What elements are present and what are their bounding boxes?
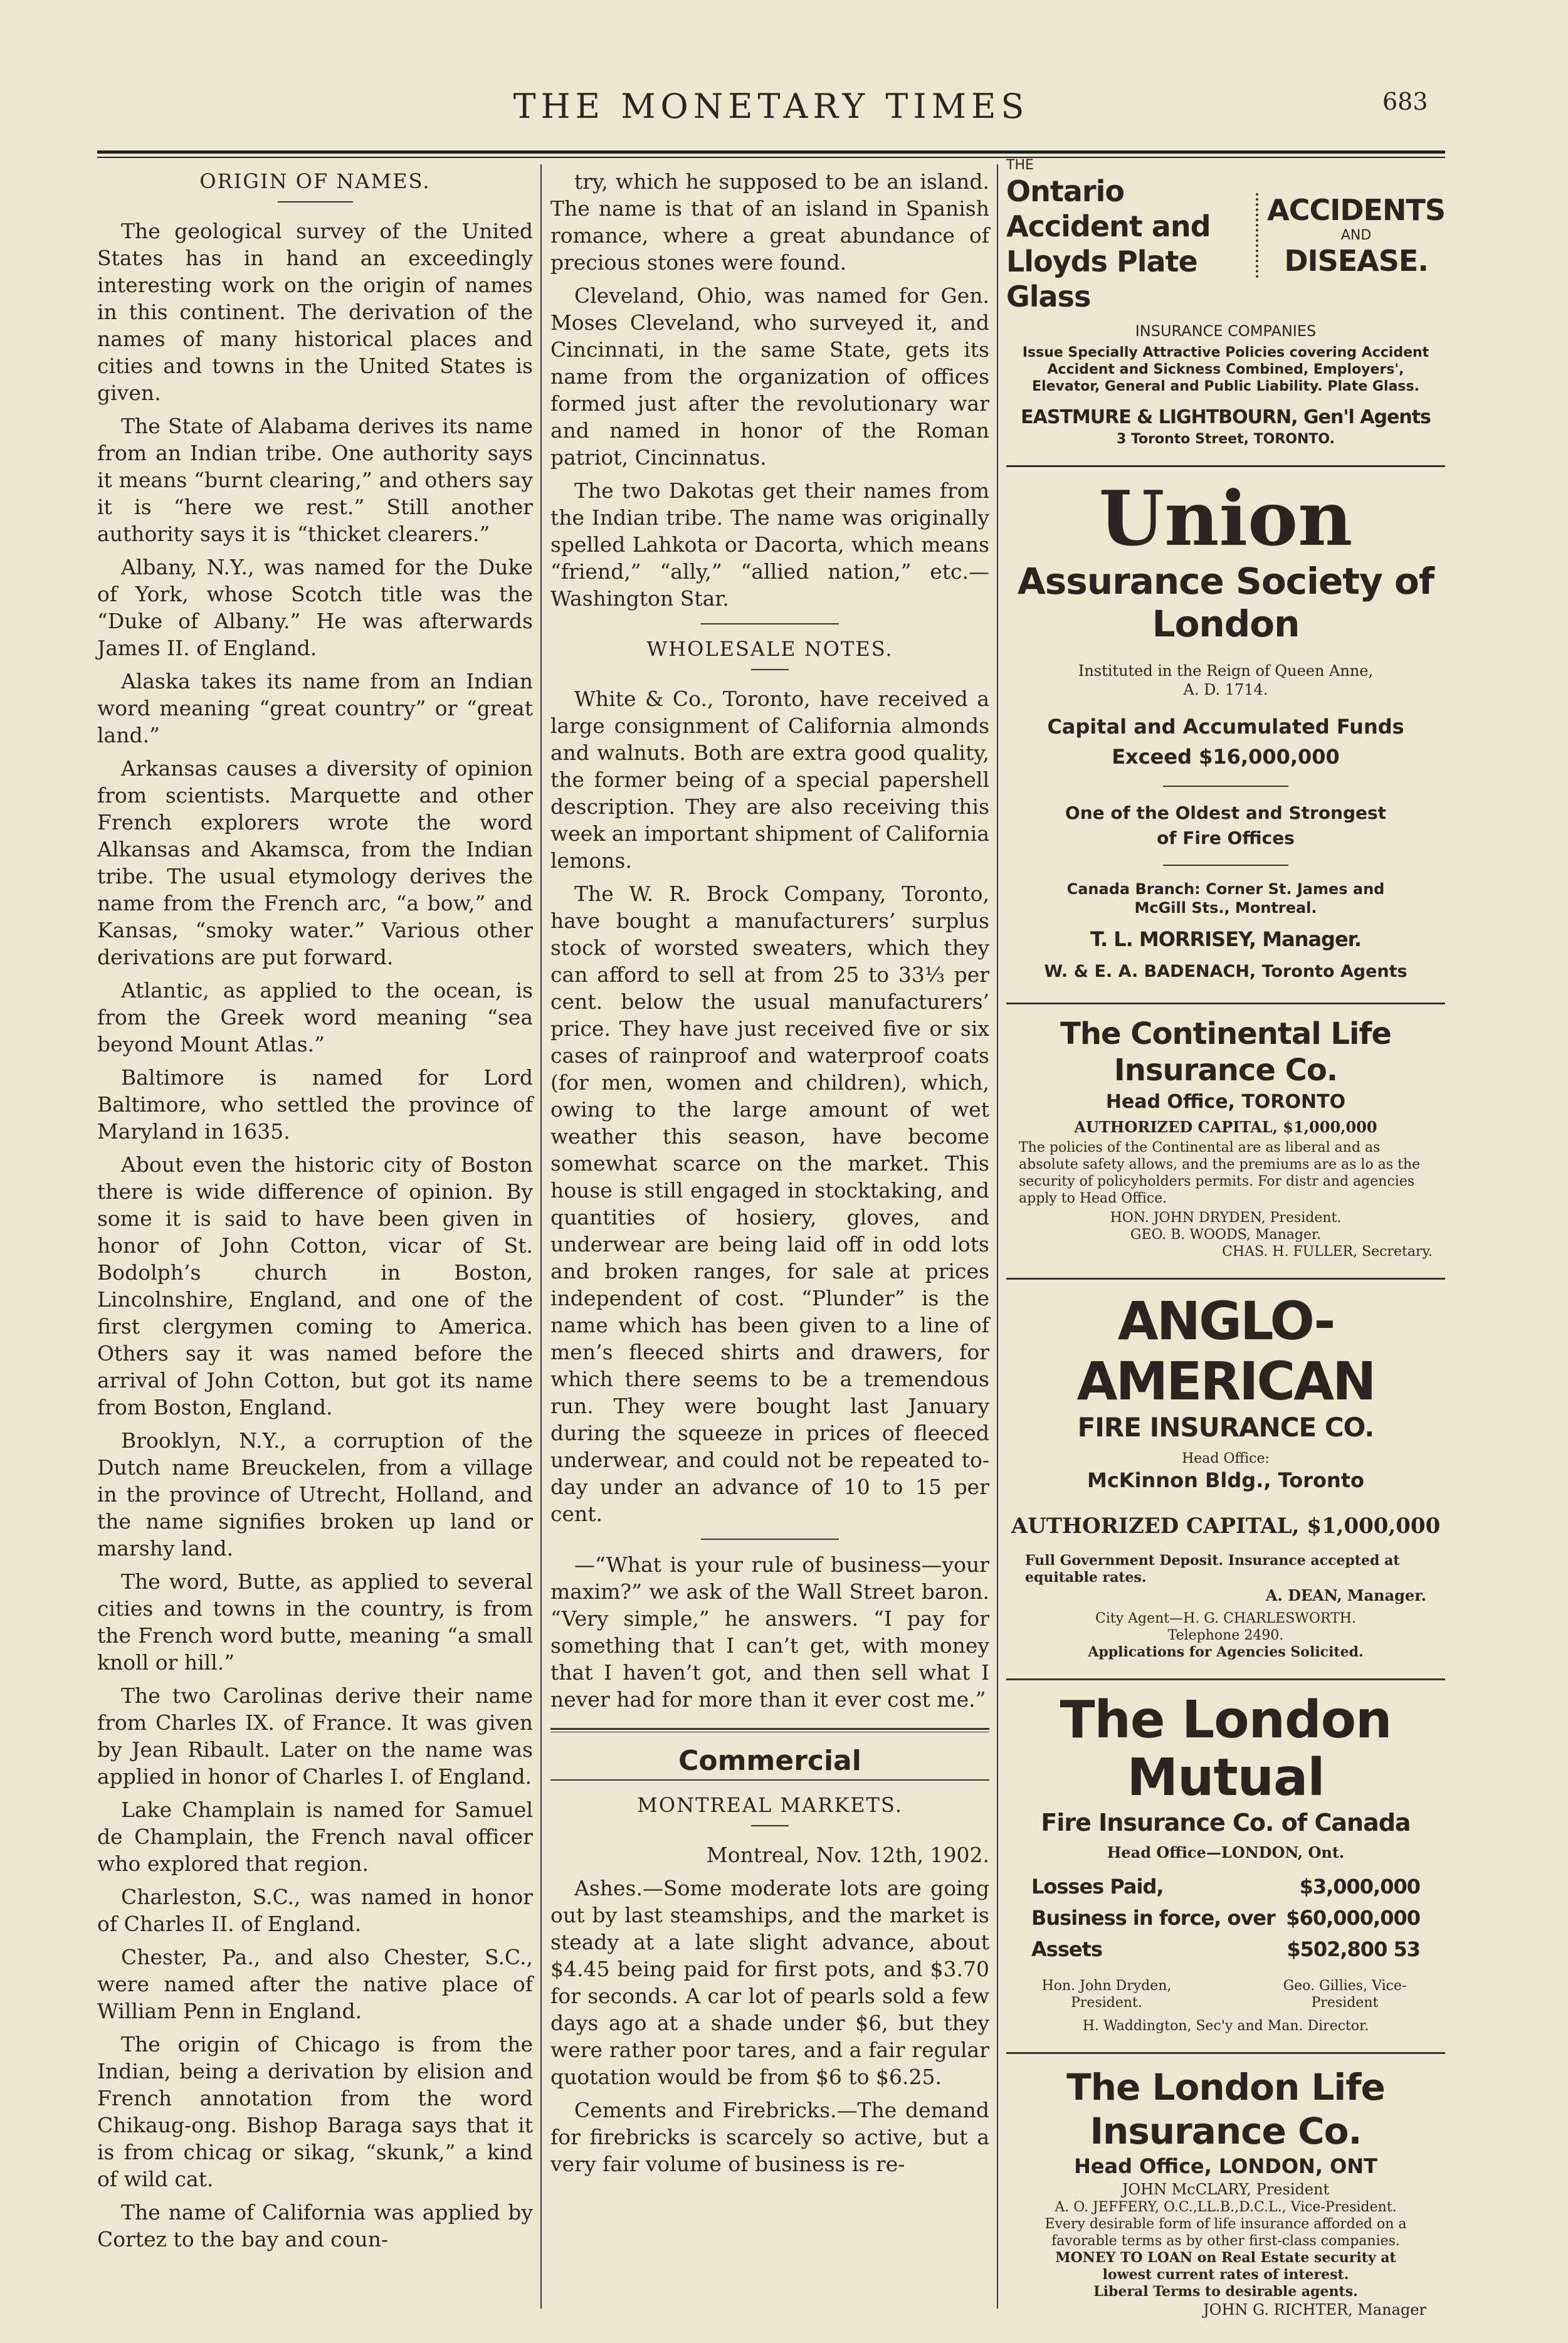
origin-of-names-body [97, 218, 533, 2253]
ad-mutual-business-row [1031, 1902, 1420, 1934]
article-paragraph: The name of California was applied by Cortez to the bay and coun- [97, 2200, 533, 2251]
ad-and: AND [1340, 228, 1372, 243]
masthead-title: THE MONETARY TIMES [513, 87, 1029, 126]
ad-anglo-city-agent: City Agent—H. G. CHARLESWORTH. [1095, 1611, 1356, 1626]
title-rule [751, 669, 789, 670]
ad-ontario-description: Issue Specially Attractive Policies covering Accident Accident and Sickness Combined, Employers', Elevator, General and Public Liability. Plate Glass. [1022, 345, 1429, 394]
ad-anglo-subtitle: FIRE INSURANCE CO. [1077, 1412, 1374, 1443]
ad-mutual-losses-label: Losses Paid, [1031, 1875, 1164, 1898]
ad-continental-title: The Continental Life Insurance Co. [1060, 1016, 1391, 1088]
article-paragraph: The geological survey of the United States has in hand an exceedingly interesting work on the origin of names in this continent. The derivation of the names of many historical places and cities and towns in the United States is given. [97, 219, 533, 405]
ad-union-assurance [1006, 467, 1445, 1004]
wall-street-anecdote: —“What is your rule of business—your maxim?” we ask of the Wall Street baron. “Very simple,” he answers. “I pay for something that I can’t get, with money that I haven’t got, and then sell what I never had for more than it ever cost me.” [550, 1552, 989, 1712]
article-paragraph: Chester, Pa., and also Chester, S.C., were named after the native place of William Penn in England. [97, 1945, 533, 2023]
wholesale-notes-body [550, 685, 989, 1527]
ad-insurance-companies: INSURANCE COMPANIES [1135, 322, 1317, 340]
article-paragraph: The two Dakotas get their names from the Indian tribe. The name was originally spelled Lahkota or Dacorta, which means “friend,” “ally,” “allied nation,” etc.—Washington Star. [550, 478, 989, 611]
ad-mutual-vice: Geo. Gillies, Vice-President [1283, 1978, 1407, 2011]
ad-mutual-business-label: Business in force, over [1031, 1906, 1275, 1930]
ad-life-terms: Liberal Terms to desirable agents. [1093, 2283, 1358, 2300]
ad-anglo-telephone: Telephone 2490. [1167, 1628, 1284, 1643]
article-paragraph: Alaska takes its name from an Indian word meaning “great country” or “great land.” [97, 669, 533, 747]
ad-anglo-capital: AUTHORIZED CAPITAL, $1,000,000 [1011, 1514, 1441, 1539]
ad-disease: DISEASE. [1284, 244, 1428, 278]
page-number: 683 [1382, 88, 1428, 115]
montreal-markets-body [550, 1875, 989, 2177]
ad-continental-manager: GEO. B. WOODS, Manager. [1130, 1227, 1322, 1243]
ad-anglo-title: ANGLO-AMERICAN [1076, 1290, 1375, 1412]
ad-mutual-head: Head Office—LONDON, Ont. [1107, 1843, 1345, 1861]
ad-ontario-name-1: Ontario Accident and [1006, 174, 1211, 243]
column-notes [550, 168, 989, 2184]
ad-anglo-manager: A. DEAN, Manager. [1265, 1586, 1426, 1604]
ad-union-manager: T. L. MORRISEY, Manager. [1090, 927, 1362, 951]
advertisement-column [1006, 157, 1445, 2337]
montreal-markets-title: MONTREAL MARKETS. [637, 1793, 903, 1817]
article-paragraph: Lake Champlain is named for Samuel de Champlain, the French naval officer who explored that region. [97, 1798, 533, 1876]
ad-union-agents: W. & E. A. BADENACH, Toronto Agents [1044, 962, 1408, 981]
ad-life-money: MONEY TO LOAN on Real Estate security at lowest current rates of interest. [1055, 2250, 1396, 2283]
article-paragraph: About even the historic city of Boston there is wide difference of opinion. By some it is said to have been given in honor of John Cotton, vicar of St. Bodolph’s church in Boston, Lincolnshire, England, and one of the first clergymen coming to America. Others say it was named before the arrival of John Cotton, but got its name from Boston, England. [97, 1152, 533, 1419]
ad-mutual-losses-value: $3,000,000 [1299, 1875, 1420, 1898]
ad-life-title: The London Life Insurance Co. [1066, 2066, 1385, 2152]
ad-ontario-agents: EASTMURE & LIGHTBOURN, Gen'l Agents [1021, 406, 1431, 428]
ad-mutual-losses-row [1031, 1871, 1420, 1902]
commercial-rule [550, 1779, 989, 1781]
article-paragraph: The State of Alabama derives its name from an Indian tribe. One authority says it means “burnt clearing,” and others say it is “here we rest.” Still another authority says it is “thicket clearers.” [97, 414, 533, 546]
ad-the-label: THE [1006, 157, 1034, 173]
ad-life-manager: JOHN G. RICHTER, Manager [1203, 2301, 1426, 2319]
ad-ontario-name-2: Lloyds Plate Glass [1006, 245, 1197, 313]
ad-mutual-assets-value: $502,800 53 [1286, 1937, 1420, 1961]
ad-mutual-business-value: $60,000,000 [1286, 1906, 1420, 1930]
commercial-heading: Commercial [678, 1745, 861, 1777]
article-paragraph: Ashes.—Some moderate lots are going out by last steamships, and the market is steady at a late slight advance, about $4.45 being paid for first pots, and $3.70 for seconds. A car lot of pearls sold a few days ago at a shade under $6, but they were rather poor tares, and a fair regular quotation would be from $6 to $6.25. [550, 1876, 989, 2089]
ad-anglo-head: McKinnon Bldg., Toronto [1087, 1468, 1365, 1492]
ad-mutual-secretary: H. Waddington, Sec'y and Man. Director. [1082, 2018, 1369, 2034]
ad-anglo-deposit: Full Government Deposit. Insurance accepted at equitable rates. [1025, 1552, 1400, 1586]
article-paragraph: The two Carolinas derive their name from Charles IX. of France. It was given by Jean Ribault. Later on the name was applied in honor of Charles I. of England. [97, 1683, 533, 1789]
article-paragraph: The word, Butte, as applied to several cities and towns in the country, is from the French word butte, meaning “a small knoll or hill.” [97, 1569, 533, 1675]
ad-ontario-address: 3 Toronto Street, TORONTO. [1116, 431, 1335, 447]
article-paragraph: Charleston, S.C., was named in honor of Charles II. of England. [97, 1885, 533, 1936]
article-paragraph: The W. R. Brock Company, Toronto, have bought a manufacturers’ surplus stock of worsted sweaters, which they can afford to sell at from 25 to 33⅓ per cent. below the usual manufacturers’ price. They have just received five or six cases of rainproof and waterproof coats (for men, women and children), which, owing to the large amount of wet weather this season, have become somewhat scarce on the market. This house is still engaged in stocktaking, and quantities of hosiery, gloves, and underwear are being laid off in odd lots and broken ranges, for sale at prices independent of cost. “Plunder” is the name which has been given to a line of men’s fleeced shirts and drawers, for which there seems to be a tremendous run. They were bought last January during the squeeze in prices of fleeced underwear, and could not be repeated to-day under an advance of 10 to 15 per cent. [550, 882, 989, 1526]
article-paragraph: try, which he supposed to be an island. The name is that of an island in Spanish romance, where a great abundance of precious stones were found. [550, 169, 989, 275]
article-paragraph: Cleveland, Ohio, was named for Gen. Moses Cleveland, who surveyed it, and Cincinnati, in the same State, gets its name from the organization of offices formed just after the revolutionary war and named in honor of the Roman patriot, Cincinnatus. [550, 283, 989, 470]
ad-mutual-assets-row [1031, 1934, 1420, 1965]
column-divider-1 [540, 164, 542, 2309]
ad-union-subtitle: Assurance Society of London [1017, 560, 1434, 645]
ad-accidents: ACCIDENTS [1267, 193, 1445, 227]
origin-of-names-title: ORIGIN OF NAMES. [199, 169, 431, 193]
ad-anglo-applications: Applications for Agencies Solicited. [1088, 1644, 1364, 1660]
ad-ontario-accident [1006, 157, 1445, 467]
ad-union-branch: Canada Branch: Corner St. James and McGill Sts., Montreal. [1066, 880, 1385, 917]
ad-union-title: Union [1098, 475, 1353, 563]
article-paragraph: Arkansas causes a diversity of opinion from scientists. Marquette and other French explorers wrote the word Alkansas and Akamsca, from the Indian tribe. The usual etymology derives the name from the French arc, “a bow,” and Kansas, “smoky water.” Various other derivations are put forward. [97, 756, 533, 969]
dateline: Montreal, Nov. 12th, 1902. [706, 1843, 989, 1867]
article-paragraph: White & Co., Toronto, have received a large consignment of California almonds and walnuts. Both are extra good quality, the former being of a special papershell description. They are also receiving this week an important shipment of California lemons. [550, 687, 989, 873]
ad-continental-secretary: CHAS. H. FULLER, Secretary. [1222, 1244, 1433, 1260]
ad-life-description: Every desirable form of life insurance afforded on a favorable terms as by other first-class companies. [1044, 2216, 1407, 2249]
ad-life-head: Head Office, LONDON, ONT [1074, 2154, 1377, 2178]
ad-mutual-president: Hon. John Dryden, President. [1041, 1978, 1172, 2011]
article-paragraph: Brooklyn, N.Y., a corruption of the Dutch name Breuckelen, from a village in the province of Utrecht, Holland, and the name signifies broken up land or marshy land. [97, 1428, 533, 1561]
header-rule [97, 150, 1445, 154]
origin-continued-body [550, 168, 989, 612]
ad-london-life [1006, 2054, 1445, 2337]
ad-rule [1163, 865, 1288, 866]
ad-continental-president: HON. JOHN DRYDEN, President. [1110, 1210, 1342, 1226]
column-divider-2 [997, 164, 998, 2309]
ad-continental-head: Head Office, TORONTO [1105, 1091, 1346, 1113]
section-rule [550, 1728, 989, 1732]
ad-mutual-assets-label: Assets [1031, 1937, 1102, 1961]
title-rule [278, 201, 353, 203]
column-origin-of-names [97, 168, 533, 2259]
ad-mutual-title: The London Mutual [1060, 1690, 1392, 1808]
ad-anglo-american [1006, 1280, 1445, 1680]
ad-continental-life [1006, 1004, 1445, 1280]
ad-mutual-subtitle: Fire Insurance Co. of Canada [1041, 1809, 1411, 1836]
ad-rule [1163, 786, 1288, 787]
wholesale-notes-title: WHOLESALE NOTES. [646, 637, 893, 661]
ad-london-mutual [1006, 1680, 1445, 2054]
ad-union-capital: Capital and Accumulated Funds Exceed $16,000,000 [1047, 715, 1404, 769]
article-paragraph: Cements and Firebricks.—The demand for firebricks is scarcely so active, but a very fair volume of business is re- [550, 2098, 989, 2176]
ad-union-oldest: One of the Oldest and Strongest of Fire Offices [1065, 803, 1387, 848]
article-paragraph: The origin of Chicago is from the Indian, being a derivation by elision and French annotation from the word Chikaug-ong. Bishop Baraga says that it is from chicag or sikag, “skunk,” a kind of wild cat. [97, 2032, 533, 2191]
ad-continental-description: The policies of the Continental are as liberal and as absolute safety allows, and the premiums are as lo as the security of policyholders permits. For distr and agencies apply to Head Office. [1019, 1140, 1421, 1206]
ad-union-instituted: Instituted in the Reign of Queen Anne, A. D. 1714. [1078, 662, 1374, 698]
article-paragraph: Baltimore is named for Lord Baltimore, who settled the province of Maryland in 1635. [97, 1065, 533, 1144]
article-separator [701, 1539, 839, 1540]
ad-life-president: JOHN McCLARY, President [1122, 2181, 1330, 2198]
ad-mutual-officers-row [1019, 1977, 1433, 2011]
ad-anglo-head-label: Head Office: [1182, 1451, 1270, 1466]
title-rule [751, 1825, 789, 1826]
article-paragraph: Albany, N.Y., was named for the Duke of York, whose Scotch title was the “Duke of Albany.” He was afterwards James II. of England. [97, 555, 533, 660]
article-paragraph: Atlantic, as applied to the ocean, is from the Greek word meaning “sea beyond Mount Atlas.” [97, 978, 533, 1056]
ad-life-vice: A. O. JEFFERY, O.C.,LL.B.,D.C.L., Vice-President. [1055, 2199, 1397, 2215]
article-separator [701, 623, 839, 624]
ad-continental-capital: AUTHORIZED CAPITAL, $1,000,000 [1074, 1118, 1377, 1136]
